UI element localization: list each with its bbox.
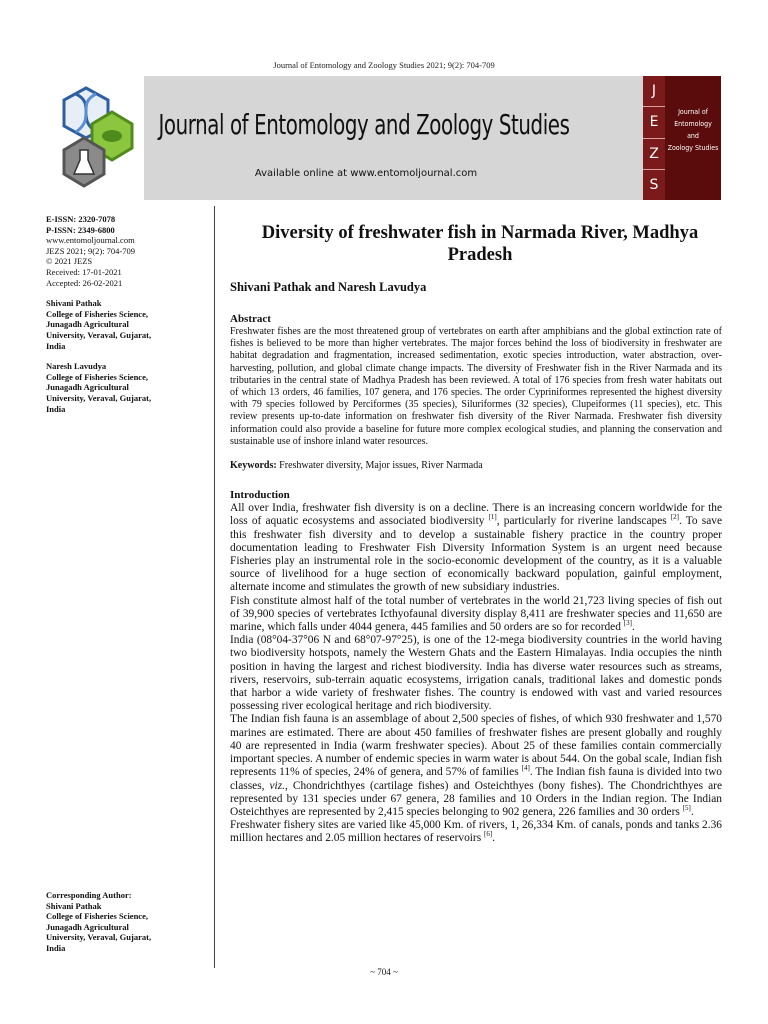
received-date: Received: 17-01-2021 [46,266,122,277]
paragraph: India (08°04-37°06 N and 68°07-97°25), is one of the 12-mega biodiversity countries in the world having two biodiversity hotspots, namely the Western Ghats and the Eastern Himalayas. India occupies the ninth position in having the largest and richest biodiversity. India has diverse water resources such as streams, rivers, reservoirs, sub-terrain aquatic ecosystems, irrigation canals, traditional lakes and domestic ponds that harbor a wide variety of freshwater fishes. The country is endowed with vast and varied resources possessing river ecological heritage and rich biodiversity. [230,634,722,713]
affiliation-2 [46,361,211,414]
text-run: , Chondrichthyes (cartilage fishes) and Osteichthyes (bony fishes). The Chondrichthyes are represented by 131 species under 67 genera, 28 families and 10 Orders in the Indian region. The Indian Osteichthyes are represented by 2,415 species belonging to 902 genera, 226 families and 30 orders [230,779,722,818]
text-run: All over India, freshwater fish diversity is on a decline. There is an increasing concern worldwide for the loss of aquatic ecosystems and associated biodiversity [230,502,722,528]
eissn: E-ISSN: 2320-7078 [46,214,116,224]
affiliation-1 [46,298,211,351]
text-run: . The Indian fish fauna is divided into two classes, [230,766,722,792]
citation-ref[interactable]: [3] [623,619,632,628]
banner-letter: Z [643,139,665,170]
affiliation-line: India [46,403,66,414]
keywords-label: Keywords: [230,460,277,472]
text-run: Freshwater fishery sites are varied like 45,000 Km. of rivers, 1, 26,334 Km. of canals, ponds and tanks 2.36 million hectares and 2.05 million hectares of reservoirs [230,819,722,845]
running-head: Journal of Entomology and Zoology Studies 2021; 9(2): 704-709 [273,60,495,70]
corresponding-line: University, Veraval, Gujarat, [46,932,152,943]
journal-banner [46,76,721,200]
citation-ref[interactable]: [5] [682,804,691,813]
dna-flask-logo-icon [46,76,144,200]
article-title: Diversity of freshwater fish in Narmada River, Madhya Pradesh [261,223,699,265]
corresponding-line: India [46,942,66,953]
banner-side-line: Zoology Studies [667,144,719,152]
citation-ref[interactable]: [2] [670,513,679,522]
paragraph [230,819,722,845]
column-divider [214,206,215,968]
text-run: . To save this freshwater fish diversity and to develop a sustainable fishery practice in the country proper documentation leading to Freshwater Fish Diversity Information System is an urgent need because Fisheries play an instrumental role in the socio-economic development of the country, as it is a valuable source of livelihood for a huge section of economically backward population, gainful employment, alternate income and stimulates the growth of new subsidiary industries. [230,515,723,594]
journal-logo [46,76,144,200]
website-link[interactable]: www.entomoljournal.com [46,235,135,246]
issn-block [46,214,211,288]
paragraph [230,713,722,819]
affiliation-line: India [46,340,66,351]
banner-letter: J [643,76,665,107]
introduction-heading: Introduction [230,489,290,502]
introduction-body [230,502,722,845]
abstract-heading: Abstract [230,313,271,325]
article-authors: Shivani Pathak and Naresh Lavudya [230,280,427,294]
text-run: . [690,805,694,818]
paragraph [230,502,722,594]
banner-side-label [665,76,721,200]
banner-title: Journal of Entomology and Zoology Studies [158,110,570,142]
affiliation-line: College of Fisheries Science, [46,308,148,319]
affiliation-line: Junagadh Agricultural [46,319,129,330]
text-run: . [631,621,635,634]
pissn: P-ISSN: 2349-6800 [46,224,115,235]
page-number: ~ 704 ~ [370,967,398,977]
banner-side-line: Entomology [674,120,712,128]
text-run: , particularly for riverine landscapes [496,515,671,528]
paragraph [230,595,722,635]
corresponding-line: Junagadh Agricultural [46,921,129,932]
corresponding-line: College of Fisheries Science, [46,911,148,922]
banner-letters [643,76,665,200]
text-run: The Indian fish fauna is an assemblage of about 2,500 species of fishes, of which 930 freshwater and 1,570 marines are estimated. There are about 450 families of freshwater fishes are present globally and roughly 40 are represented in India (warm freshwater species). About 25 of these families contain commercially important species. A number of endemic species in warm water is about 544. On the gobal scale, Indian fish represents 11% of species, 24% of genera, and 57% of families [230,713,722,779]
affiliation-author-name: Naresh Lavudya [46,361,107,372]
affiliation-line: College of Fisheries Science, [46,371,148,382]
banner-letter: E [643,107,665,138]
keywords [230,460,722,472]
banner-subtitle: Available online at www.entomoljournal.com [254,168,478,179]
banner-side-line: Journal of [678,108,708,116]
accepted-date: Accepted: 26-02-2021 [46,277,123,288]
article-main [230,222,722,846]
affiliation-line: University, Veraval, Gujarat, [46,329,152,340]
article-metadata-sidebar [46,214,211,424]
affiliation-line: Junagadh Agricultural [46,382,129,393]
keywords-text: Freshwater diversity, Major issues, River Narmada [279,460,483,472]
corresponding-label: Corresponding Author: [46,890,132,900]
corresponding-author [46,890,211,954]
corresponding-name: Shivani Pathak [46,900,102,911]
citation: JEZS 2021; 9(2): 704-709 [46,245,136,256]
citation-ref[interactable]: [6] [484,830,493,839]
text-run: Fish constitute almost half of the total number of vertebrates in the world 21,723 living species of fish out of 39,900 species of vertebrates Icthyofaunal diversity display 8,411 are freshwater species and 11,650 are marine, which falls under 4044 genera, 445 families and 50 orders are so for recorded [230,594,722,634]
text-run: . [492,832,496,845]
italic-run: viz. [269,779,285,792]
affiliation-line: University, Veraval, Gujarat, [46,392,152,403]
banner-side-line: and [687,132,699,140]
citation-ref[interactable]: [1] [488,513,497,522]
copyright: © 2021 JEZS [46,256,93,267]
abstract-text: Freshwater fishes are the most threatened group of vertebrates on earth after amphibians and the global extinction rate of fishes is believed to be more than higher vertebrates. The major forces behind the loss of biodiversity in freshwater are habitat degradation and fragmentation, increased sedimentation, exotic species introduction, water abstraction, over-harvesting, pollution, and global climate change impacts. The diversity of Freshwater fish in the River Narmada and its tributaries in the central state of Madhya Pradesh has been reviewed. A total of 176 species from fresh water habitats out of which 13 orders, 46 families, 107 genera, and 176 species. The order Cypriniformes represented the highest diversity with 79 species followed by Perciformes (35 species), Siluriformes (32 species), Clupeiformes (11 species), etc. This review presents up-to-date information on freshwater fish diversity of the River Narmada. Freshwater fish diversity information could also provide a baseline for future more complex ecological studies, and planning the conservation and sustainable use of inshore inland water resources. [230,326,722,447]
citation-ref[interactable]: [4] [521,764,530,773]
affiliation-author-name: Shivani Pathak [46,298,102,309]
banner-letter: S [649,176,659,193]
